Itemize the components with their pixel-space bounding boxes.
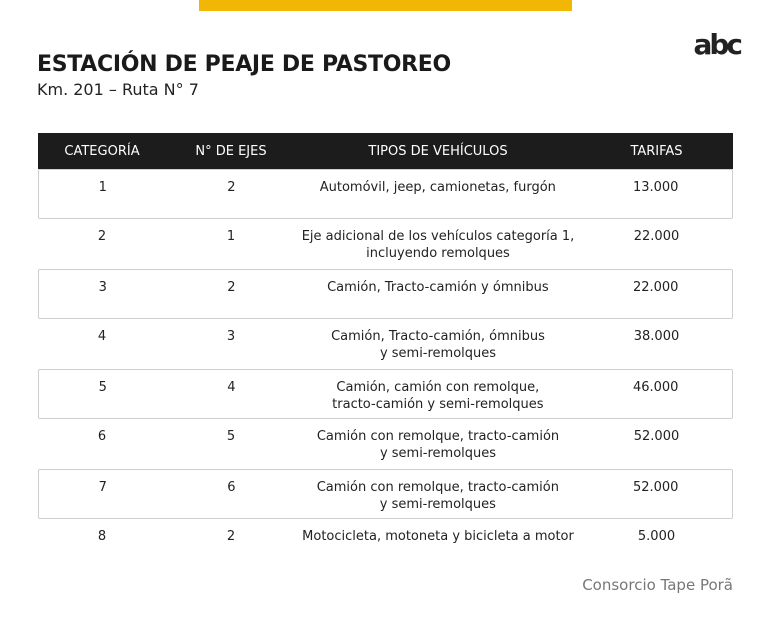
- cell-categoria: 2: [97, 229, 107, 244]
- cell-ejes: 2: [226, 529, 236, 544]
- tipo-line-2: y semi-remolques: [379, 446, 497, 461]
- tipo-line-1: Motocicleta, motoneta y bicicleta a motor: [302, 529, 574, 544]
- tipo-line-1: Automóvil, jeep, camionetas, furgón: [319, 180, 556, 195]
- cell-tarifa: 46.000: [632, 380, 679, 395]
- abc-logo: abc: [693, 28, 740, 61]
- cell-categoria: 5: [98, 380, 107, 395]
- cell-tarifa: 13.000: [632, 180, 679, 195]
- cell-tipos: [296, 319, 580, 369]
- cell-categoria: 1: [98, 180, 107, 195]
- cell-categoria: 7: [98, 480, 107, 495]
- tipo-line-2: incluyendo remolques: [366, 246, 510, 261]
- cell-tipos: [296, 170, 579, 218]
- tipo-line-1: Camión, Tracto-camión y ómnibus: [327, 280, 549, 295]
- cell-categoria: 8: [97, 529, 107, 544]
- cell-tarifa: 52.000: [632, 480, 679, 495]
- cell-tarifa: 22.000: [633, 229, 680, 244]
- table-row: [38, 269, 733, 319]
- cell-ejes: 2: [227, 180, 236, 195]
- table-row: [38, 169, 733, 219]
- cell-tipos: [296, 519, 580, 569]
- cell-tipos: [296, 470, 579, 518]
- tipo-line-1: Camión, camión con remolque,: [336, 380, 540, 395]
- tipo-line-2: y semi-remolques: [379, 346, 497, 361]
- tipo-line-1: Camión, Tracto-camión, ómnibus: [331, 329, 545, 344]
- cell-tarifa: 52.000: [633, 429, 680, 444]
- header-categoria: CATEGORÍA: [64, 143, 140, 159]
- table-row: [38, 519, 733, 569]
- cell-tarifa: 38.000: [633, 329, 680, 344]
- tipo-line-1: Eje adicional de los vehículos categoría 1,: [301, 229, 575, 244]
- header-tipos: TIPOS DE VEHÍCULOS: [368, 143, 508, 159]
- table-header: [38, 133, 733, 169]
- table-row: [38, 219, 733, 269]
- cell-tipos: [296, 419, 580, 469]
- table-row: [38, 419, 733, 469]
- tipo-line-2: y semi-remolques: [379, 497, 496, 512]
- cell-tarifa: 5.000: [637, 529, 676, 544]
- cell-ejes: 2: [227, 280, 236, 295]
- cell-ejes: 1: [226, 229, 236, 244]
- header-tarifas: TARIFAS: [630, 143, 683, 159]
- cell-tarifa: 22.000: [632, 280, 679, 295]
- table-row: [38, 369, 733, 419]
- table-row: [38, 469, 733, 519]
- cell-categoria: 3: [98, 280, 107, 295]
- cell-ejes: 3: [226, 329, 236, 344]
- tipo-line-2: tracto-camión y semi-remolques: [332, 397, 544, 412]
- page-subtitle: Km. 201 – Ruta N° 7: [37, 80, 199, 99]
- table-row: [38, 319, 733, 369]
- cell-categoria: 6: [97, 429, 107, 444]
- cell-ejes: 6: [227, 480, 236, 495]
- accent-bar: [199, 0, 572, 11]
- cell-tipos: [296, 270, 579, 318]
- tipo-line-1: Camión con remolque, tracto-camión: [316, 429, 560, 444]
- cell-ejes: 5: [226, 429, 236, 444]
- cell-categoria: 4: [97, 329, 107, 344]
- source-credit: Consorcio Tape Porã: [582, 576, 733, 594]
- cell-tipos: [296, 219, 580, 269]
- tipo-line-1: Camión con remolque, tracto-camión: [316, 480, 559, 495]
- cell-tipos: [296, 370, 579, 418]
- toll-table: [38, 133, 733, 569]
- page-title: ESTACIÓN DE PEAJE DE PASTOREO: [37, 52, 451, 77]
- header-ejes: N° DE EJES: [195, 143, 267, 159]
- cell-ejes: 4: [227, 380, 236, 395]
